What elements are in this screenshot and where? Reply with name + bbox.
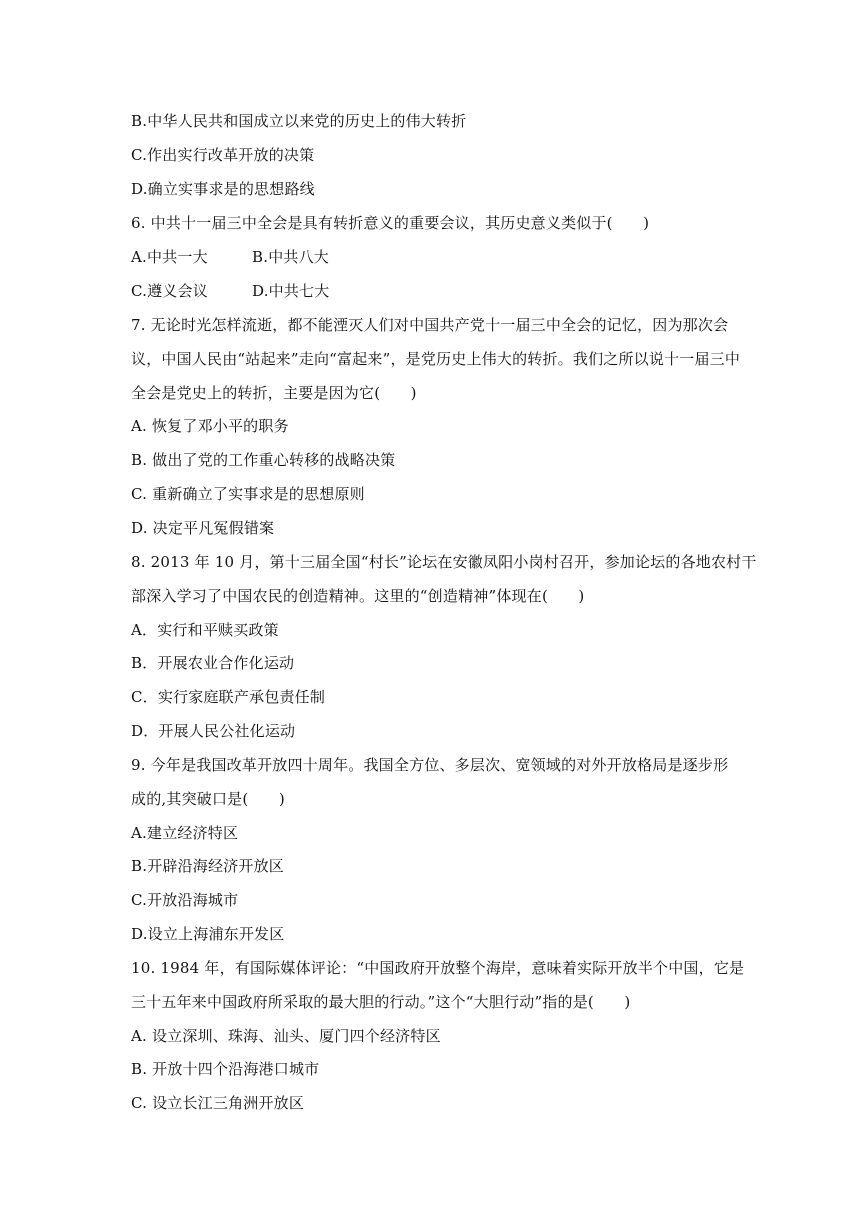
q6-option-b: B.中共八大 [252,248,329,266]
q9-stem-line-1: 9. 今年是我国改革开放四十周年。我国全方位、多层次、宽领域的对外开放格局是逐步形 [131,756,729,774]
q9-option-c: C.开放沿海城市 [131,891,239,909]
q6-option-d: D.中共七大 [252,282,330,300]
q7-stem-line-3: 全会是党史上的转折，主要是因为它( ) [131,384,417,402]
q9-stem-line-2: 成的,其突破口是( ) [131,790,285,808]
q6-option-a: A.中共一大 [131,248,208,266]
q10-option-c: C. 设立长江三角洲开放区 [131,1094,305,1112]
q8-stem-line-2: 部深入学习了中国农民的创造精神。这里的“创造精神”体现在( ) [131,587,585,605]
q10-stem-line-1: 10. 1984 年，有国际媒体评论：“中国政府开放整个海岸，意味着实际开放半个中国，它是 [131,959,745,977]
q6-option-c: C.遵义会议 [131,282,208,300]
q5-option-d: D.确立实事求是的思想路线 [131,180,315,198]
q6-options-row-2 [131,280,731,302]
q5-option-c: C.作出实行改革开放的决策 [131,146,315,164]
q8-stem-line-1: 8. 2013 年 10 月，第十三届全国“村长”论坛在安徽凤阳小岗村召开，参加论坛的各地农村干 [131,553,757,571]
q6-options-row-1 [131,246,731,268]
q10-stem-line-2: 三十五年来中国政府所采取的最大胆的行动。”这个“大胆行动”指的是( ) [131,993,631,1011]
q9-option-a: A.建立经济特区 [131,824,239,842]
q5-option-b: B.中华人民共和国成立以来党的历史上的伟大转折 [131,112,467,130]
q7-option-d: D. 决定平凡冤假错案 [131,519,275,537]
q7-option-c: C. 重新确立了实事求是的思想原则 [131,485,365,503]
q7-option-b: B. 做出了党的工作重心转移的战略决策 [131,451,396,469]
q8-option-b: B．开展农业合作化运动 [131,654,295,672]
q9-option-d: D.设立上海浦东开发区 [131,925,285,943]
q7-stem-line-1: 7. 无论时光怎样流逝，都不能湮灭人们对中国共产党十一届三中全会的记忆，因为那次会 [131,316,729,334]
q7-stem-line-2: 议，中国人民由“站起来”走向“富起来”，是党历史上伟大的转折。我们之所以说十一届三中 [131,350,741,368]
q6-stem: 6. 中共十一届三中全会是具有转折意义的重要会议，其历史意义类似于( ) [131,214,650,232]
q10-option-a: A. 设立深圳、珠海、汕头、厦门四个经济特区 [131,1027,441,1045]
q9-option-b: B.开辟沿海经济开放区 [131,857,284,875]
q8-option-d: D．开展人民公社化运动 [131,722,296,740]
q8-option-a: A．实行和平赎买政策 [131,621,279,639]
q10-option-b: B. 开放十四个沿海港口城市 [131,1060,320,1078]
q7-option-a: A. 恢复了邓小平的职务 [131,417,289,435]
q8-option-c: C．实行家庭联产承包责任制 [131,688,326,706]
